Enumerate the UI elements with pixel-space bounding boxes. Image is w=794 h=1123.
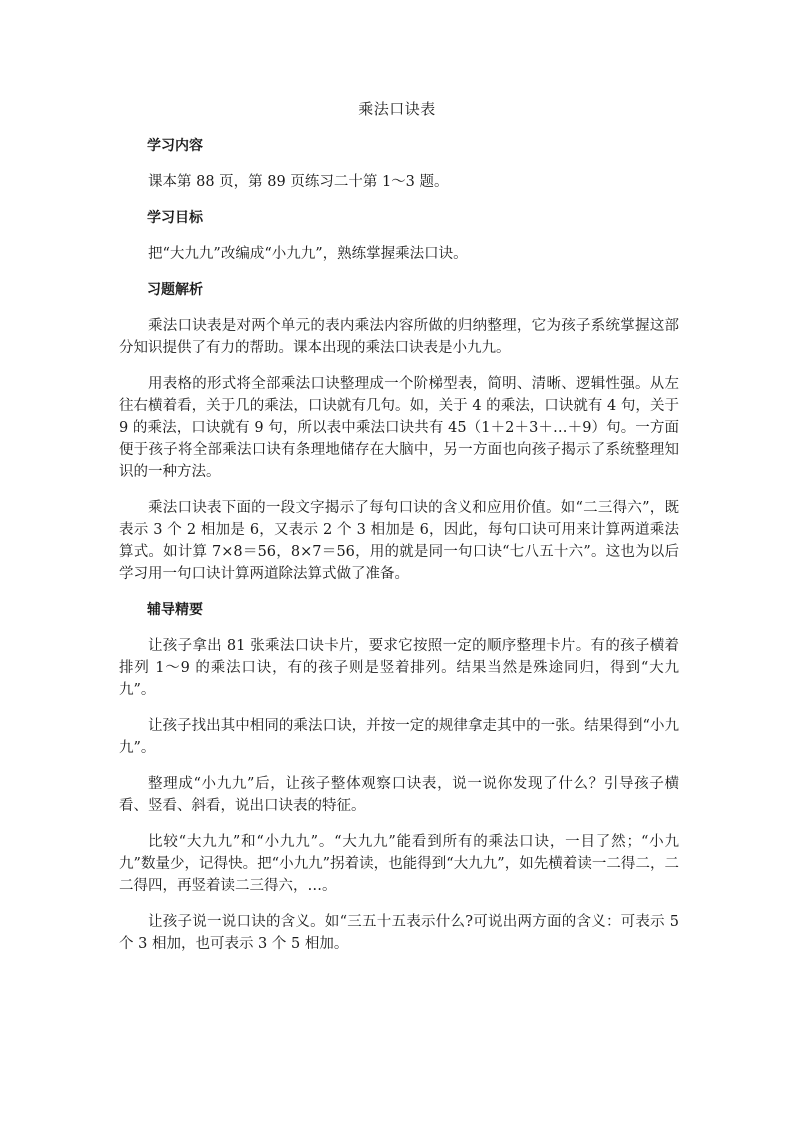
guide-paragraph-5: 让孩子说一说口诀的含义。如“三五十五表示什么?可说出两方面的含义：可表示 5 个 3 相加，也可表示 3 个 5 相加。 [119, 914, 679, 952]
guide-paragraph-1: 让孩子拿出 81 张乘法口诀卡片，要求它按照一定的顺序整理卡片。有的孩子横着排列 1～9 的乘法口诀，有的孩子则是竖着排列。结果当然是殊途同归，得到“大九九”。 [119, 638, 679, 698]
section-heading-guide: 辅导精要 [147, 602, 203, 618]
guide-paragraph-3: 整理成“小九九”后，让孩子整体观察口诀表，说一说你发现了什么？引导孩子横看、竖看、斜看，说出口诀表的特征。 [119, 776, 679, 814]
analysis-paragraph-1: 乘法口诀表是对两个单元的表内乘法内容所做的归纳整理，它为孩子系统掌握这部分知识提供了有力的帮助。课本出现的乘法口诀表是小九九。 [119, 318, 679, 356]
guide-paragraph-4: 比较“大九九”和“小九九”。“大九九”能看到所有的乘法口诀，一目了然；“小九九”数量少，记得快。把“小九九”拐着读，也能得到“大九九”，如先横着读一二得二，二二得四，再竖着读二三得六，…。 [119, 834, 679, 894]
goal-text: 把“大九九”改编成“小九九”，熟练掌握乘法口诀。 [148, 246, 468, 262]
content-text: 课本第 88 页，第 89 页练习二十第 1～3 题。 [148, 174, 449, 190]
section-heading-goal: 学习目标 [147, 210, 203, 226]
guide-paragraph-2: 让孩子找出其中相同的乘法口诀，并按一定的规律拿走其中的一张。结果得到“小九九”。 [119, 718, 679, 756]
analysis-paragraph-3: 乘法口诀表下面的一段文字揭示了每句口诀的含义和应用价值。如“二三得六”，既表示 3 个 2 相加是 6，又表示 2 个 3 相加是 6，因此，每句口诀可用来计算两道乘法算式。如计算 7×8＝56，8×7＝56，用的就是同一句口诀“七八五十六”。这也为以后学习用一句口诀计算两道除法算式做了准备。 [119, 500, 679, 582]
document-body [119, 135, 679, 969]
section-heading-analysis: 习题解析 [147, 282, 203, 298]
analysis-paragraph-2: 用表格的形式将全部乘法口诀整理成一个阶梯型表，简明、清晰、逻辑性强。从左往右横着看，关于几的乘法，口诀就有几句。如，关于 4 的乘法，口诀就有 4 句，关于 9 的乘法，口诀就有 9 句，所以表中乘法口诀共有 45（1＋2＋3＋…＋9）句。一方面便于孩子将全部乘法口诀有条理地储存在大脑中，另一方面也向孩子揭示了系统整理知识的一种方法。 [119, 376, 679, 480]
page-title: 乘法口诀表 [358, 100, 436, 118]
section-heading-content: 学习内容 [147, 138, 203, 154]
